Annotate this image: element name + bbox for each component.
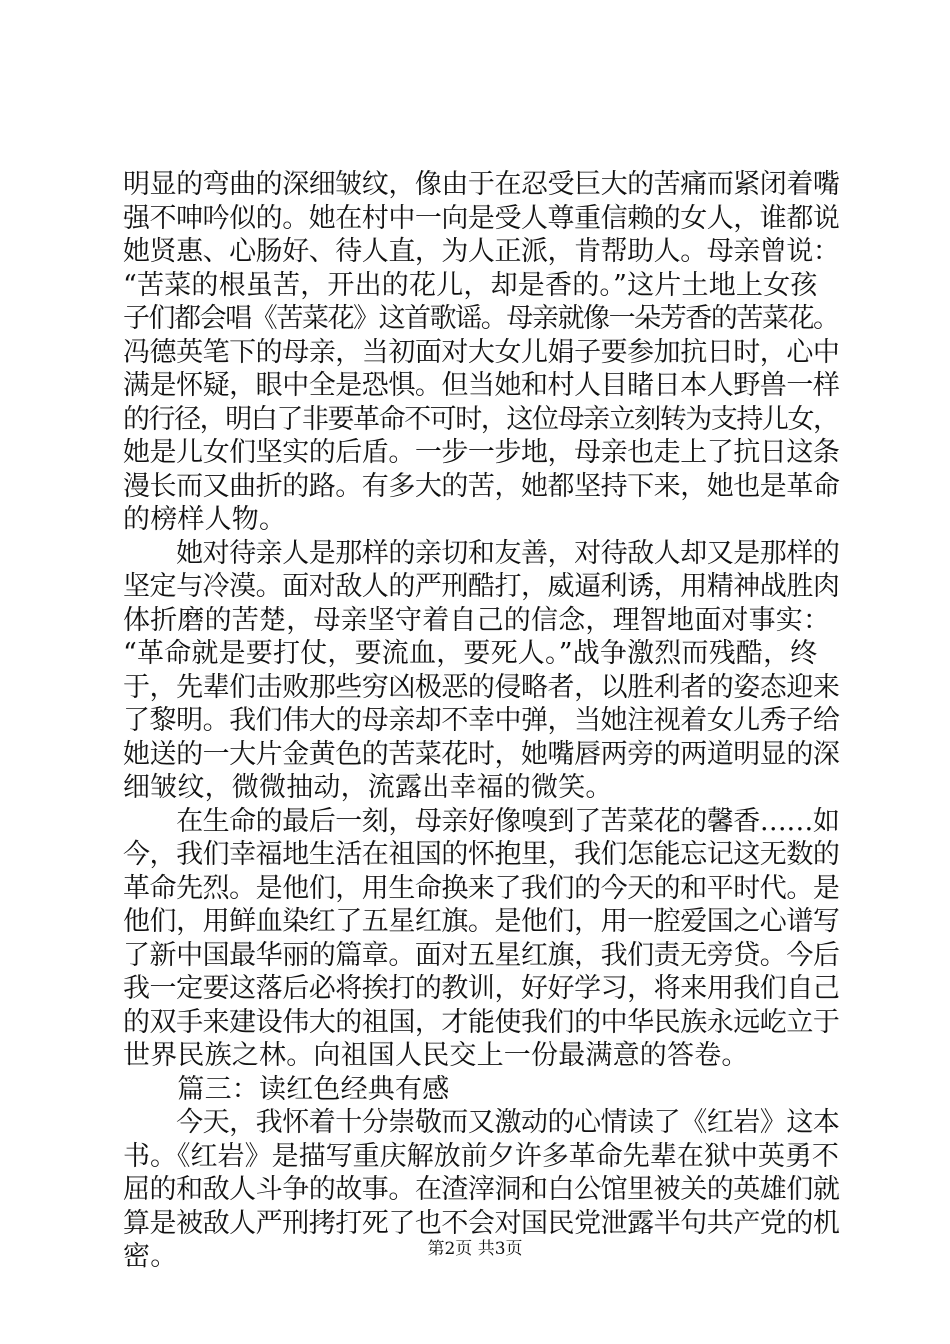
text-line: 我一定要这落后必将挨打的教训，好好学习，将来用我们自己	[123, 973, 840, 1004]
text-line: 冯德英笔下的母亲，当初面对大女儿娟子要参加抗日时，心中	[123, 336, 840, 368]
text-line: 坚定与冷漠。面对敌人的严刑酷打，威逼利诱，用精神战胜肉	[123, 571, 840, 602]
text-line: 体折磨的苦楚，母亲坚守着自己的信念，理智地面对事实：	[123, 604, 831, 636]
text-line: 算是被敌人严刑拷打死了也不会对国民党泄露半句共产党的机	[123, 1207, 840, 1239]
text-line: 篇三：读红色经典有感	[123, 1073, 450, 1105]
text-line: 今天，我怀着十分崇敬而又激动的心情读了《红岩》这本	[123, 1107, 840, 1138]
text-line: 革命先烈。是他们，用生命换来了我们的今天的和平时代。是	[123, 872, 840, 904]
text-line: 的榜样人物。	[123, 504, 287, 535]
text-line: 今，我们幸福地生活在祖国的怀抱里，我们怎能忘记这无数的	[123, 839, 840, 870]
text-line: 的行径，明白了非要革命不可时，这位母亲立刻转为支持儿女，	[123, 403, 839, 435]
text-line: 他们，用鲜血染红了五星红旗。是他们，用一腔爱国之心谱写	[123, 906, 840, 937]
text-line: 明显的弯曲的深细皱纹，像由于在忍受巨大的苦痛而紧闭着嘴	[123, 169, 840, 200]
text-line: 于，先辈们击败那些穷凶极恶的侵略者，以胜利者的姿态迎来	[123, 671, 840, 703]
document-body	[123, 168, 840, 1274]
text-line: “革命就是要打仗，要流血，要死人。”战争激烈而残酷，终	[123, 638, 818, 669]
text-line: 她贤惠、心肠好、待人直，为人正派，肯帮助人。母亲曾说：	[123, 236, 840, 267]
text-line: 屈的和敌人斗争的故事。在渣滓洞和白公馆里被关的英雄们就	[123, 1174, 840, 1205]
text-line: 细皱纹，微微抽动，流露出幸福的微笑。	[123, 772, 613, 803]
text-line: 的双手来建设伟大的祖国，才能使我们的中华民族永远屹立于	[123, 1006, 840, 1038]
text-line: 了黎明。我们伟大的母亲却不幸中弹，当她注视着女儿秀子给	[123, 705, 840, 736]
text-line: 她是儿女们坚实的后盾。一步一步地，母亲也走上了抗日这条	[123, 437, 840, 468]
text-line: 在生命的最后一刻，母亲好像嗅到了苦菜花的馨香……如	[123, 805, 840, 837]
text-line: 强不呻吟似的。她在村中一向是受人尊重信赖的女人，谁都说	[123, 202, 840, 234]
text-line: 世界民族之林。向祖国人民交上一份最满意的答卷。	[123, 1040, 749, 1071]
text-line: “苦菜的根虽苦，开出的花儿，却是香的。”这片土地上女孩	[123, 269, 818, 301]
page-footer: 第2页 共3页	[427, 1239, 523, 1259]
text-line: 满是怀疑，眼中全是恐惧。但当她和村人目睹日本人野兽一样	[123, 370, 840, 401]
text-line: 了新中国最华丽的篇章。面对五星红旗，我们责无旁贷。今后	[123, 939, 840, 971]
text-line: 书。《红岩》是描写重庆解放前夕许多革命先辈在狱中英勇不	[123, 1140, 839, 1172]
text-line: 她对待亲人是那样的亲切和友善，对待敌人却又是那样的	[123, 537, 840, 569]
text-line: 漫长而又曲折的路。有多大的苦，她都坚持下来，她也是革命	[123, 470, 840, 502]
text-line: 子们都会唱《苦菜花》这首歌谣。母亲就像一朵芳香的苦菜花。	[123, 303, 839, 334]
text-line: 密。	[123, 1241, 178, 1272]
text-line: 她送的一大片金黄色的苦菜花时，她嘴唇两旁的两道明显的深	[123, 738, 840, 770]
